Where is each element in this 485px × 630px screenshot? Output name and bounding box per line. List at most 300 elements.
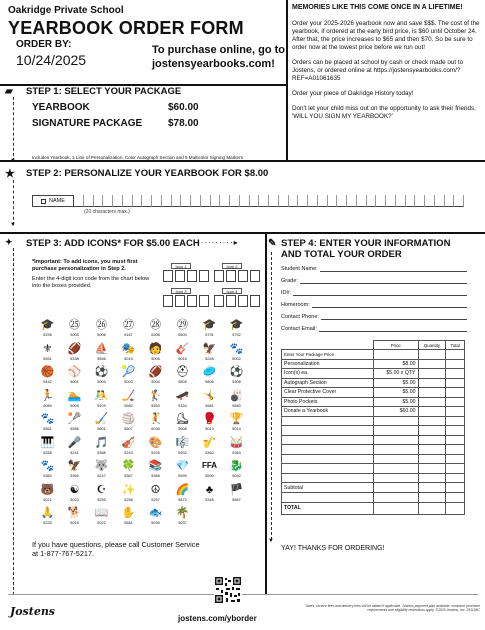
icon-code: 5109 [97,403,106,408]
icon-code: 5601 [97,427,106,431]
icon-chart-item [34,389,61,413]
icon-glyph: ㉕ [69,319,80,331]
quantity-header: Quantity [418,341,446,350]
qty-cell[interactable] [418,378,446,388]
id-field[interactable]: ID#: [281,288,467,296]
icon-chart-item [61,436,88,460]
icon-code: 5308 [232,380,241,384]
icon-chart-item [169,365,196,389]
icon-chart-item [169,459,196,483]
contact-phone-field[interactable]: Contact Phone: [281,312,467,320]
icon-chart-item [142,318,169,342]
icon-code: 5367 [124,474,133,478]
icon-glyph: ⛸ [175,413,190,425]
icon-chart-item [115,365,142,389]
icon-slot-1-input[interactable] [163,270,209,282]
icon-code: 5992 [178,450,187,455]
footer-url[interactable]: jostens.com/yborder [178,614,257,623]
icon-chart-item [88,436,115,460]
icon-chart-item [115,342,142,366]
icon-glyph: 🏈 [67,342,82,355]
qty-cell[interactable] [418,388,446,398]
icon-code: 5872 [178,497,187,502]
icon-chart-item [142,389,169,413]
icon-code: 5791 [205,333,214,337]
grand-total-cell[interactable] [446,502,465,514]
icon-chart-item [196,318,223,342]
icon-glyph: ✋ [121,507,136,519]
icon-chart-item [61,389,88,413]
icon-chart-item [169,483,196,507]
icon-chart-item [61,318,88,342]
icon-code: 5013 [205,427,214,431]
icon-code: 6036 [151,427,160,431]
icon-code: 5001 [70,380,79,384]
total-cell[interactable] [446,369,465,379]
icon-glyph: 🎼 [175,436,190,449]
icon-chart-item [196,436,223,460]
icon-code: 5561 [43,427,52,431]
icon-chart-item [142,483,169,507]
icon-glyph: 🎷 [202,436,217,449]
step2-title: STEP 2: PERSONALIZE YOUR YEARBOOK FOR $8.00 [26,168,269,179]
icon-glyph: ㉙ [177,319,188,331]
icon-chart-item [142,365,169,389]
icon-chart-item [61,459,88,483]
icon-chart-item [115,389,142,413]
online-purchase-text: To purchase online, go to jostensyearbooks.com! [152,44,286,70]
icon-chart-item [34,318,61,342]
notice-sign: Don't let your child miss out on the opportunity to ask their friends, 'WILL YOU SIGN MY YEARBOOK?' [292,105,476,120]
icon-glyph: 🎤 [67,436,82,449]
table-row [282,493,465,503]
icon-code: 5004 [151,380,160,384]
icon-chart-item [223,412,250,436]
icon-code: 5805 [178,380,187,384]
name-checkbox[interactable] [41,199,46,204]
icon-code: 5368 [97,450,106,455]
icon-chart-item [142,459,169,483]
icon-chart-item [223,342,250,366]
icon-code: 5037 [178,521,187,525]
icon-glyph: 🎓 [202,319,217,331]
icon-glyph: 🛹 [175,389,190,402]
icon-chart-item [34,436,61,460]
table-row [282,445,465,455]
total-header: Total [446,341,465,350]
icon-glyph: 🥁 [229,436,244,449]
icon-glyph: 🙏 [40,507,55,519]
student-name-field[interactable]: Student Name: [281,264,467,272]
icon-chart-item [61,483,88,507]
connector-line-1 [13,97,14,161]
icon-code: 5022 [97,521,106,525]
icon-code: 5553 [151,403,160,408]
table-row [282,454,465,464]
icon-glyph: 📖 [94,507,109,519]
icon-glyph: 🐟 [148,507,163,519]
footer-rule [8,594,478,595]
icon-code: 5089 [43,403,52,408]
icon-chart-item [169,436,196,460]
icon-code: 5582 [124,403,133,408]
icon-chart-item [115,459,142,483]
icon-glyph: 🍀 [121,460,136,472]
icon-chart-item [61,342,88,366]
table-row: Autograph Section $5.00 [282,378,465,388]
icon-chart-item [196,365,223,389]
name-label: NAME [32,195,74,207]
icon-chart-item [88,365,115,389]
subtotal-row [282,483,465,493]
qty-cell[interactable] [418,350,446,360]
icon-instructions [32,259,152,290]
notice-panel [292,4,482,128]
icon-glyph: 📚 [148,460,163,472]
icon-code: 5257 [151,497,160,502]
icon-glyph: 🤸 [202,389,217,402]
icon-code: 5247 [97,474,106,478]
icon-chart-item [223,436,250,460]
icon-chart-item [223,389,250,413]
icon-glyph: ✨ [121,483,136,496]
icon-chart-item [223,365,250,389]
thanks-message: YAY! THANKS FOR ORDERING! [281,545,385,552]
icon-code: 5608 [178,427,187,431]
table-row [282,435,465,445]
icon-glyph: ⚜ [42,342,53,355]
notice-how-to-order: Orders can be placed at school by cash or check made out to Jostens, or ordered online at https://jostensyearbooks.com/?REF=A01061635 [292,59,464,82]
icon-glyph: 🤼 [94,389,109,402]
icon-code: 5442 [43,380,52,384]
name-field[interactable] [32,195,464,207]
grade-field[interactable]: Grade: [281,276,467,284]
row-item: Donate a Yearbook [282,407,374,417]
icon-code: 5586 [70,427,79,431]
icon-code: 5233 [43,521,52,525]
row-item: Photo Pockets [282,397,374,407]
icon-chart-item [142,506,169,530]
icon-slot-2-label: Icon 2 [222,263,242,269]
icon-code: 5556 [97,356,106,361]
total-cell[interactable] [446,378,465,388]
icon-glyph: 🧑 [148,342,163,355]
table-row [282,464,465,474]
icon-code: 5258 [43,450,52,455]
icon-slot-4-input[interactable] [214,295,260,307]
star-icon: ★ [5,168,15,180]
order-by-label: ORDER BY: [16,39,72,50]
notice-history: Order your piece of Oakridge History today! [292,90,414,97]
icon-code: 6208 [151,333,160,337]
icon-chart-item [115,506,142,530]
icon-glyph: 🎓 [40,319,55,331]
icon-chart-item [196,342,223,366]
icon-code: 5581 [205,403,214,408]
icon-code: 5006 [97,333,106,337]
total-cell[interactable] [446,397,465,407]
icon-glyph: 🤾 [148,413,163,425]
icon-code: 5016 [178,356,187,361]
icon-code: 5346 [205,497,214,502]
icon-code: 5368 [151,474,160,478]
icon-glyph: ⛑ [175,366,190,378]
icon-glyph: 🐾 [40,413,55,425]
icon-glyph: 🏊 [67,389,82,402]
icon-chart-item [196,459,223,483]
icon-code: 5364 [43,474,52,478]
step1-title: STEP 1: SELECT YOUR PACKAGE [26,86,182,97]
customer-service-note: If you have questions, please call Customer Service at 1-877-767-5217. [32,540,200,558]
icon-glyph: ㉘ [150,319,161,331]
icon-code: 5551 [43,356,52,361]
icon-chart-item [34,506,61,530]
connector-line-3 [13,248,14,595]
icon-glyph: 🏒 [121,389,136,402]
icon-chart-item [115,436,142,460]
total-cell[interactable] [446,350,465,360]
section-rule-1 [0,160,485,162]
total-cell[interactable] [446,359,465,369]
table-row: Clear Protective Cover $5.00 [282,388,465,398]
icon-chart-item [142,412,169,436]
icon-code: 5042 [232,474,241,478]
icon-code: 5365 [70,474,79,478]
icon-code: 5023 [70,497,79,502]
total-cell[interactable] [446,388,465,398]
icon-code: 5590 [205,474,214,478]
icon-glyph: ☮ [150,483,161,496]
icon-chart-item [223,459,250,483]
icon-code: 5225 [151,450,160,455]
icon-glyph: 🎾 [121,366,136,378]
icon-chart-item [88,506,115,530]
icon-glyph: 🌈 [175,483,190,496]
contact-email-field[interactable]: Contact Email: [281,324,467,332]
icon-chart-item [169,412,196,436]
icon-chart-item [88,318,115,342]
icon-chart-item [34,483,61,507]
icon-chart-item [169,342,196,366]
icon-glyph: 🎵 [94,436,109,449]
icon-code: 5018 [70,521,79,525]
icon-glyph: 🎭 [121,342,136,355]
icon-glyph: 🏀 [40,366,55,378]
header-divider [286,0,288,160]
table-row: Personalization $8.00 [282,359,465,369]
icon-glyph: 🎨 [148,436,163,449]
icon-slot-2-input[interactable] [214,270,260,282]
icon-chart-item [223,483,250,507]
icon-code: 5806 [205,380,214,384]
school-name: Oakridge Private School [8,5,124,16]
icon-glyph: 🏆 [229,413,244,425]
connector-line-2 [13,180,14,225]
icon-chart-item [34,412,61,436]
icon-chart-item [61,506,88,530]
icon-chart-item [115,483,142,507]
icon-code: 5599 [178,474,187,478]
table-row [282,350,465,360]
icon-slot-4-label: Icon 4 [222,288,242,294]
icon-glyph: 💎 [175,460,190,472]
icon-glyph: ㉗ [123,319,134,331]
icon-glyph: ⛵ [94,342,109,355]
step3-connector: ··········▸ [197,238,239,247]
icon-glyph: 🦅 [202,342,217,355]
icon-code: 5600 [178,333,187,337]
connector-arrow-4: ▼ [268,538,274,544]
package-yearbook-price: $60.00 [168,102,199,113]
row-item: Personalization [282,359,374,369]
icon-chart-item [169,318,196,342]
icon-glyph: 🐕 [67,507,82,519]
pen-icon: ✎ [268,238,277,249]
icon-code: 5255 [97,497,106,502]
icon-glyph: ⚽ [229,366,244,378]
icon-chart-item [88,483,115,507]
icon-glyph: 🎻 [121,436,136,449]
table-row [282,426,465,436]
icon-glyph: 🐉 [229,460,244,472]
icon-chart-item [88,342,115,366]
icon-chart-item [115,412,142,436]
icon-chart-item [61,412,88,436]
icon-slot-1-label: Icon 1 [171,263,191,269]
icon-code: 5338 [70,356,79,361]
total-row [282,502,465,514]
icon-chart-item [142,436,169,460]
icon-chart-item [34,342,61,366]
row-item: Icon(s) ea. [282,369,374,379]
icon-chart-item [88,389,115,413]
icon-glyph: 🐻 [40,483,55,496]
icon-chart-item [34,459,61,483]
icon-chart-item [169,389,196,413]
sparkle-icon: ✦ [5,237,13,247]
icon-code: 5243 [124,450,133,455]
icon-code: 5581 [124,521,133,525]
icon-glyph: ㉖ [96,319,107,331]
icon-chart-item [196,412,223,436]
icon-glyph: 🏑 [94,413,109,425]
icon-code: 5014 [232,427,241,431]
icon-code: 5296 [43,333,52,337]
icon-code: 5009 [70,403,79,408]
icon-chart-item [223,318,250,342]
icon-code: 5362 [205,450,214,455]
jostens-logo: Jostens [10,605,56,618]
homeroom-field[interactable]: Homeroom: [281,300,467,308]
icon-glyph: 🥊 [202,413,217,425]
notice-pricing: Order your 2025-2026 yearbook now and save $$$. The cost of the yearbook, if ordered at the early bird price, is $60 until October 24. After that, the price increases to $65 and then $70. So be sure to order now at the lowest price before we run out! [292,20,480,51]
icon-glyph: ☯ [69,483,80,496]
icon-glyph: 🐾 [229,342,244,355]
row-item: Clear Protective Cover [282,388,374,398]
icon-code: 6167 [124,333,133,337]
column-divider [265,232,267,595]
qty-cell[interactable] [418,397,446,407]
table-row [282,473,465,483]
icon-code: 5245 [205,356,214,361]
step3-title: STEP 3: ADD ICONS* FOR $5.00 EACH [26,238,200,249]
icon-code: 5792 [232,333,241,337]
icon-glyph: 🎹 [40,436,55,449]
total-cell[interactable] [446,407,465,417]
qty-cell[interactable] [418,359,446,369]
row-item: Autograph Section [282,378,374,388]
price-header: Price [374,341,419,350]
icon-glyph: 🏌 [148,389,163,402]
icon-glyph: 🎓 [229,319,244,331]
subtotal-label: Subtotal [282,483,374,493]
icon-chart-item [169,506,196,530]
icon-code: 5241 [70,450,79,455]
icon-glyph: ♣ [205,483,214,496]
icon-code: 5363 [232,450,241,455]
book-icon: ▰ [5,86,13,97]
name-char-boxes[interactable] [74,195,464,207]
notice-title: MEMORIES LIKE THIS COME ONCE IN A LIFETIME! [292,4,463,11]
icon-chart-item [196,389,223,413]
row-item: Enter Your Package Price [282,350,374,360]
icon-chart-item [142,342,169,366]
package-yearbook-name[interactable]: YEARBOOK [32,102,90,113]
package-note: Includes Yearbook, 1 Line of Personalization, Color Autograph Section and 5 Multicolor Signing Markers [32,155,243,160]
icon-chart [34,318,250,530]
icon-glyph: 🏈 [148,366,163,378]
icon-slot-3-input[interactable] [163,295,209,307]
icon-chart-item [88,412,115,436]
icon-code: 5036 [151,521,160,525]
icon-important-note: *Important: To add icons, you must first purchase personalization in Step 2. [32,259,138,272]
step4-title-line2: AND TOTAL YOUR ORDER [281,249,402,260]
icon-code: 5580 [232,403,241,408]
icon-chart-item [196,483,223,507]
icon-glyph: 🎳 [229,389,244,402]
icon-code: 5256 [124,497,133,502]
table-row: Photo Pockets $5.00 [282,397,465,407]
icon-glyph: 🐾 [40,460,55,472]
package-signature-name[interactable]: SIGNATURE PACKAGE [32,118,143,129]
icon-code: 5003 [97,380,106,384]
icon-glyph: 🏴 [229,483,244,496]
icon-code: 5587 [232,497,241,502]
qty-cell[interactable] [418,407,446,417]
icon-chart-item [34,365,61,389]
icon-code-instructions: Enter the 4-digit icon code from the chart below into the boxes provided. [32,276,150,289]
icon-code: 5015 [124,356,133,361]
total-label: TOTAL [282,502,374,514]
icon-glyph: ⚽ [94,366,109,378]
order-total-table [281,340,465,515]
icon-glyph: ☪ [96,483,107,496]
table-header-row [282,341,465,350]
qty-cell[interactable] [418,369,446,379]
icon-code: 5005 [70,333,79,337]
section-rule-2 [0,232,485,234]
icon-slot-3-label: Icon 3 [171,288,191,294]
icon-glyph: 🥏 [202,366,217,378]
subtotal-cell[interactable] [446,483,465,493]
icon-chart-item [61,365,88,389]
connector-line-4 [271,252,272,540]
icon-code: 5006 [151,356,160,361]
qr-code-icon[interactable] [214,576,242,604]
icon-glyph: 🥍 [67,413,82,425]
step4-title-line1: STEP 4: ENTER YOUR INFORMATION [281,238,451,249]
table-row [282,416,465,426]
